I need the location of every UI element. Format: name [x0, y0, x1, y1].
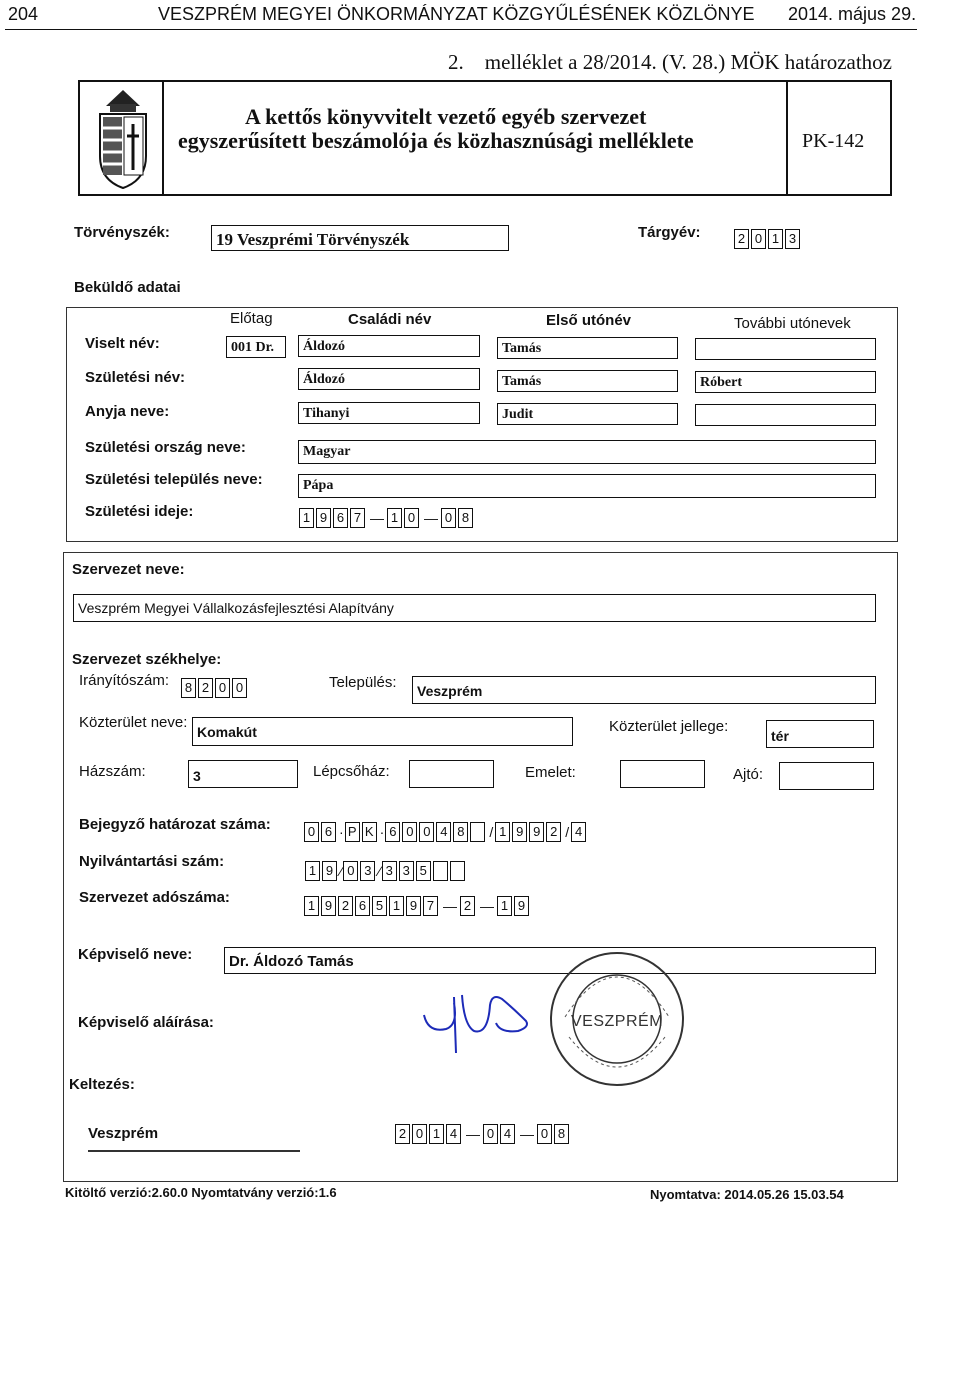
year-digits[interactable] — [734, 228, 802, 250]
digit-box[interactable]: 1 — [768, 229, 783, 249]
tax-number-label: Szervezet adószáma: — [79, 889, 230, 906]
tax-number: 1 9 2 6 5 1 9 7 — 2 — 1 9 — [304, 895, 531, 917]
birth-name-label: Születési név: — [85, 369, 186, 386]
dated-date: 2 0 1 4 — 0 4 — 0 8 — [395, 1123, 571, 1145]
worn-family-field[interactable]: Áldozó — [298, 335, 480, 357]
official-stamp — [545, 947, 689, 1091]
footer-printed: Nyomtatva: 2014.05.26 15.03.54 — [650, 1187, 844, 1202]
rep-signature-label: Képviselő aláírása: — [78, 1014, 214, 1031]
digit-box[interactable]: 1 — [389, 896, 404, 916]
birth-day-digits[interactable] — [441, 507, 475, 529]
digit-box[interactable]: 9 — [322, 861, 337, 881]
digit-box[interactable]: 3 — [360, 861, 375, 881]
digit-box[interactable]: 0 — [215, 678, 230, 698]
running-title: VESZPRÉM MEGYEI ÖNKORMÁNYZAT KÖZGYŰLÉSÉNEK KÖZLÖNYE — [158, 4, 755, 24]
court-field[interactable]: 19 Veszprémi Törvényszék — [211, 225, 509, 251]
reg-case-digits[interactable] — [385, 821, 487, 843]
digit-box[interactable]: 4 — [571, 822, 586, 842]
dated-year-digits[interactable] — [395, 1123, 463, 1145]
org-seat-label: Szervezet székhelye: — [72, 651, 222, 668]
reg-type-letters[interactable] — [345, 821, 379, 843]
digit-box[interactable]: P — [345, 822, 360, 842]
rep-name-label: Képviselő neve: — [78, 946, 193, 963]
mother-family-field[interactable]: Tihanyi — [298, 402, 480, 424]
stair-field[interactable] — [409, 760, 494, 788]
floor-field[interactable] — [620, 760, 705, 788]
digit-box[interactable]: 8 — [181, 678, 196, 698]
sender-section-label: Beküldő adatai — [74, 279, 181, 296]
form-code: PK-142 — [802, 130, 865, 152]
record-b-digits[interactable] — [343, 860, 377, 882]
digit-box[interactable]: 1 — [305, 861, 320, 881]
digit-box[interactable]: 0 — [412, 1124, 427, 1144]
org-name-field[interactable]: Veszprém Megyei Vállalkozásfejlesztési Alapítvány — [73, 594, 876, 622]
digit-box[interactable]: 0 — [751, 229, 766, 249]
digit-box[interactable]: 0 — [537, 1124, 552, 1144]
birth-country-field[interactable]: Magyar — [298, 440, 876, 464]
issue-date: 2014. május 29. — [788, 4, 917, 24]
digit-box[interactable]: 0 — [304, 822, 319, 842]
digit-box[interactable]: 8 — [458, 508, 473, 528]
digit-box[interactable] — [470, 822, 485, 842]
digit-box[interactable]: 0 — [419, 822, 434, 842]
digit-box[interactable]: 7 — [350, 508, 365, 528]
header-divider-right — [786, 82, 788, 194]
house-field[interactable]: 3 — [188, 760, 298, 788]
digit-box[interactable]: 1 — [497, 896, 512, 916]
reg-year-digits[interactable] — [495, 821, 563, 843]
tax-b-digits[interactable] — [460, 895, 477, 917]
court-label: Törvényszék: — [74, 224, 170, 241]
dated-month-digits[interactable] — [483, 1123, 517, 1145]
digit-box[interactable]: 7 — [423, 896, 438, 916]
worn-prefix-field[interactable]: 001 Dr. — [226, 336, 286, 358]
stamp-text: VESZPRÉM — [571, 1013, 664, 1030]
digit-box[interactable]: 0 — [483, 1124, 498, 1144]
digit-box[interactable]: 0 — [404, 508, 419, 528]
floor-label: Emelet: — [525, 764, 576, 781]
digit-box[interactable]: 2 — [460, 896, 475, 916]
org-name-label: Szervezet neve: — [72, 561, 185, 578]
door-field[interactable] — [779, 762, 874, 790]
house-label: Házszám: — [79, 763, 146, 780]
dated-place: Veszprém — [88, 1125, 159, 1142]
digit-box[interactable]: 3 — [382, 861, 397, 881]
form-title-line2: egyszerűsített beszámolója és közhasznúsági melléklete — [178, 128, 694, 153]
birth-country-label: Születési ország neve: — [85, 439, 246, 456]
digit-box[interactable]: 2 — [546, 822, 561, 842]
reg-decision-number: 0 6 · P K · 6 0 0 4 8 / 1 9 9 2 / 4 — [304, 821, 588, 843]
digit-box[interactable]: 9 — [514, 896, 529, 916]
digit-box[interactable]: 3 — [399, 861, 414, 881]
col-prefix-header: Előtag — [230, 310, 273, 327]
digit-box[interactable]: 0 — [232, 678, 247, 698]
record-a-digits[interactable] — [305, 860, 339, 882]
digit-box[interactable]: 4 — [500, 1124, 515, 1144]
digit-box[interactable]: 1 — [304, 896, 319, 916]
reg-seq-digits[interactable] — [571, 821, 588, 843]
digit-box[interactable]: K — [362, 822, 377, 842]
birth-month-digits[interactable] — [387, 507, 421, 529]
stair-label: Lépcsőház: — [313, 763, 390, 780]
dated-label: Keltezés: — [69, 1076, 135, 1093]
digit-box[interactable]: 9 — [529, 822, 544, 842]
annex-title: 2. melléklet a 28/2014. (V. 28.) MÖK határozathoz — [448, 50, 893, 74]
city-field[interactable]: Veszprém — [412, 676, 876, 704]
footer-version: Kitöltő verzió:2.60.0 Nyomtatvány verzió:1.6 — [65, 1185, 337, 1200]
digit-box[interactable]: 5 — [416, 861, 431, 881]
birth-date: 1 9 6 7 — 1 0 — 0 8 — [299, 507, 475, 529]
digit-box[interactable]: 1 — [387, 508, 402, 528]
digit-box[interactable]: 2 — [198, 678, 213, 698]
digit-box[interactable]: 6 — [355, 896, 370, 916]
digit-box[interactable]: 4 — [436, 822, 451, 842]
record-c-digits[interactable] — [382, 860, 467, 882]
mother-name-label: Anyja neve: — [85, 403, 170, 420]
header-rule — [5, 29, 917, 30]
digit-box[interactable]: 6 — [333, 508, 348, 528]
street-label: Közterület neve: — [79, 714, 188, 731]
digit-box[interactable]: 9 — [512, 822, 527, 842]
digit-box[interactable] — [433, 861, 448, 881]
reg-decision-label: Bejegyző határozat száma: — [79, 816, 271, 833]
street-type-label: Közterület jellege: — [609, 718, 729, 735]
digit-box[interactable]: 6 — [385, 822, 400, 842]
header-divider-left — [162, 82, 164, 194]
dated-place-line — [88, 1150, 300, 1152]
zip-digits[interactable] — [181, 677, 249, 699]
birth-place-field[interactable]: Pápa — [298, 474, 876, 498]
year-label: Tárgyév: — [638, 224, 701, 241]
digit-box[interactable] — [450, 861, 465, 881]
digit-box[interactable]: 0 — [402, 822, 417, 842]
worn-name-label: Viselt név: — [85, 335, 160, 352]
form-title-line1: A kettős könyvvitelt vezető egyéb szervezet — [245, 104, 647, 129]
tax-c-digits[interactable] — [497, 895, 531, 917]
mother-more-field[interactable] — [695, 404, 876, 426]
signature — [418, 985, 538, 1060]
page-number: 204 — [8, 4, 39, 24]
col-first-header: Első utónév — [546, 312, 632, 329]
street-field[interactable]: Komakút — [192, 717, 573, 746]
reg-court-digits[interactable] — [304, 821, 338, 843]
worn-first-field[interactable]: Tamás — [497, 337, 678, 359]
birth-first-field[interactable]: Tamás — [497, 370, 678, 392]
door-label: Ajtó: — [733, 766, 764, 783]
birth-year-digits[interactable] — [299, 507, 367, 529]
digit-box[interactable]: 8 — [453, 822, 468, 842]
form-header — [78, 80, 892, 196]
birth-family-field[interactable]: Áldozó — [298, 368, 480, 390]
city-label: Település: — [329, 674, 397, 691]
dated-day-digits[interactable] — [537, 1123, 571, 1145]
digit-box[interactable]: 2 — [338, 896, 353, 916]
digit-box[interactable]: 1 — [299, 508, 314, 528]
digit-box[interactable]: 1 — [495, 822, 510, 842]
tax-a-digits[interactable] — [304, 895, 440, 917]
digit-box[interactable]: 9 — [321, 896, 336, 916]
birth-place-label: Születési település neve: — [85, 471, 263, 488]
record-number-label: Nyilvántartási szám: — [79, 853, 225, 870]
zip-label: Irányítószám: — [79, 672, 170, 689]
digit-box[interactable]: 4 — [446, 1124, 461, 1144]
record-number: 1 9 ⁄ 0 3 ⁄ 3 3 5 — [305, 860, 467, 882]
col-more-header: További utónevek — [734, 315, 851, 332]
street-type-field[interactable]: tér — [766, 720, 874, 748]
birth-date-label: Születési ideje: — [85, 503, 194, 520]
birth-more-field[interactable]: Róbert — [695, 371, 876, 393]
digit-box[interactable]: 8 — [554, 1124, 569, 1144]
digit-box[interactable]: 0 — [441, 508, 456, 528]
digit-box[interactable]: 2 — [395, 1124, 410, 1144]
digit-box[interactable]: 3 — [785, 229, 800, 249]
digit-box[interactable]: 0 — [343, 861, 358, 881]
worn-more-field[interactable] — [695, 338, 876, 360]
mother-first-field[interactable]: Judit — [497, 403, 678, 425]
digit-box[interactable]: 1 — [429, 1124, 444, 1144]
coat-of-arms-icon — [86, 84, 160, 192]
digit-box[interactable]: 9 — [406, 896, 421, 916]
digit-box[interactable]: 2 — [734, 229, 749, 249]
digit-box[interactable]: 6 — [321, 822, 336, 842]
rep-name-field[interactable]: Dr. Áldozó Tamás — [224, 947, 876, 974]
digit-box[interactable]: 9 — [316, 508, 331, 528]
digit-box[interactable]: 5 — [372, 896, 387, 916]
col-family-header: Családi név — [348, 311, 432, 328]
